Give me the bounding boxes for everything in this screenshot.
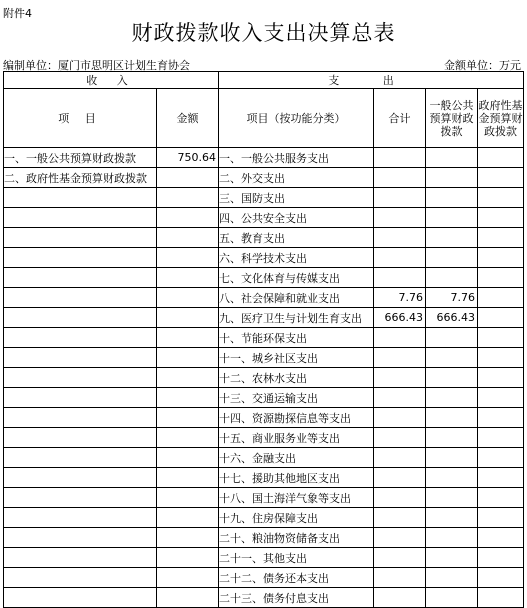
general-budget-cell <box>426 208 478 228</box>
income-section-header: 收 入 <box>4 72 219 89</box>
income-item-cell <box>4 408 157 428</box>
income-item-cell <box>4 528 157 548</box>
total-cell <box>374 268 426 288</box>
table-body <box>4 148 524 608</box>
col-item-header: 项 目 <box>4 89 157 148</box>
gov-fund-cell <box>478 228 524 248</box>
general-budget-cell <box>426 248 478 268</box>
income-amount-cell <box>157 548 219 568</box>
general-budget-cell <box>426 588 478 608</box>
income-item-cell <box>4 348 157 368</box>
total-cell <box>374 528 426 548</box>
general-budget-cell <box>426 268 478 288</box>
income-item-cell <box>4 208 157 228</box>
income-item-cell <box>4 228 157 248</box>
general-budget-cell <box>426 448 478 468</box>
expense-item-cell: 七、文化体育与传媒支出 <box>219 268 374 288</box>
general-budget-cell <box>426 508 478 528</box>
total-cell <box>374 368 426 388</box>
income-amount-cell <box>157 508 219 528</box>
section-header-row <box>4 72 524 89</box>
income-item-cell <box>4 288 157 308</box>
table-row <box>4 328 524 348</box>
expense-item-cell: 十四、资源勘探信息等支出 <box>219 408 374 428</box>
col-amount-header: 金额 <box>157 89 219 148</box>
expense-item-cell: 六、科学技术支出 <box>219 248 374 268</box>
expense-item-cell: 三、国防支出 <box>219 188 374 208</box>
income-item-cell <box>4 268 157 288</box>
income-item-cell: 二、政府性基金预算财政拨款 <box>4 168 157 188</box>
gov-fund-cell <box>478 448 524 468</box>
gov-fund-cell <box>478 468 524 488</box>
table-row <box>4 448 524 468</box>
expense-item-cell: 十六、金融支出 <box>219 448 374 468</box>
expense-item-cell: 二十三、债务付息支出 <box>219 588 374 608</box>
total-cell <box>374 328 426 348</box>
income-amount-cell <box>157 468 219 488</box>
expense-item-cell: 十二、农林水支出 <box>219 368 374 388</box>
table-row <box>4 408 524 428</box>
expense-item-cell: 一、一般公共服务支出 <box>219 148 374 168</box>
income-amount-cell <box>157 348 219 368</box>
total-cell <box>374 468 426 488</box>
income-item-cell <box>4 248 157 268</box>
income-amount-cell <box>157 488 219 508</box>
general-budget-cell: 7.76 <box>426 288 478 308</box>
expense-item-cell: 四、公共安全支出 <box>219 208 374 228</box>
table-row <box>4 508 524 528</box>
expense-section-header: 支 出 <box>219 72 524 89</box>
expense-item-cell: 二十一、其他支出 <box>219 548 374 568</box>
general-budget-cell <box>426 228 478 248</box>
general-budget-cell <box>426 388 478 408</box>
income-amount-cell: 750.64 <box>157 148 219 168</box>
table-row <box>4 468 524 488</box>
income-amount-cell <box>157 588 219 608</box>
table-row <box>4 528 524 548</box>
attachment-label: 附件4 <box>3 7 32 20</box>
expense-item-cell: 二十、粮油物资储备支出 <box>219 528 374 548</box>
expense-item-cell: 二十二、债务还本支出 <box>219 568 374 588</box>
income-item-cell <box>4 588 157 608</box>
table-row <box>4 148 524 168</box>
general-budget-cell <box>426 428 478 448</box>
income-amount-cell <box>157 208 219 228</box>
total-cell <box>374 568 426 588</box>
table-row <box>4 388 524 408</box>
expense-item-cell: 九、医疗卫生与计划生育支出 <box>219 308 374 328</box>
income-amount-cell <box>157 568 219 588</box>
income-item-cell <box>4 468 157 488</box>
expense-item-cell: 十七、援助其他地区支出 <box>219 468 374 488</box>
general-budget-cell <box>426 548 478 568</box>
gov-fund-cell <box>478 368 524 388</box>
expense-item-cell: 十五、商业服务业等支出 <box>219 428 374 448</box>
gov-fund-cell <box>478 548 524 568</box>
general-budget-cell <box>426 408 478 428</box>
income-amount-cell <box>157 368 219 388</box>
income-item-cell <box>4 428 157 448</box>
table-row <box>4 488 524 508</box>
expense-item-cell: 十、节能环保支出 <box>219 328 374 348</box>
budget-table <box>3 71 524 608</box>
gov-fund-cell <box>478 168 524 188</box>
income-item-cell <box>4 568 157 588</box>
gov-fund-cell <box>478 148 524 168</box>
gov-fund-cell <box>478 528 524 548</box>
table-row <box>4 188 524 208</box>
gov-fund-cell <box>478 188 524 208</box>
total-cell <box>374 408 426 428</box>
gov-fund-cell <box>478 428 524 448</box>
expense-item-cell: 十三、交通运输支出 <box>219 388 374 408</box>
income-item-cell <box>4 508 157 528</box>
total-cell <box>374 588 426 608</box>
gov-fund-cell <box>478 288 524 308</box>
income-item-cell <box>4 548 157 568</box>
total-cell <box>374 548 426 568</box>
general-budget-cell <box>426 468 478 488</box>
income-amount-cell <box>157 328 219 348</box>
total-cell <box>374 388 426 408</box>
income-item-cell <box>4 448 157 468</box>
gov-fund-cell <box>478 248 524 268</box>
table-row <box>4 208 524 228</box>
income-amount-cell <box>157 528 219 548</box>
income-item-cell <box>4 368 157 388</box>
table-row <box>4 588 524 608</box>
table-row <box>4 308 524 328</box>
gov-fund-cell <box>478 588 524 608</box>
gov-fund-cell <box>478 308 524 328</box>
total-cell <box>374 248 426 268</box>
gov-fund-cell <box>478 408 524 428</box>
income-item-cell: 一、一般公共预算财政拨款 <box>4 148 157 168</box>
income-item-cell <box>4 308 157 328</box>
total-cell <box>374 448 426 468</box>
column-header-row <box>4 89 524 148</box>
table-row <box>4 248 524 268</box>
general-budget-cell <box>426 368 478 388</box>
expense-item-cell: 十一、城乡社区支出 <box>219 348 374 368</box>
income-item-cell <box>4 388 157 408</box>
total-cell <box>374 168 426 188</box>
general-budget-cell <box>426 328 478 348</box>
general-budget-cell <box>426 528 478 548</box>
income-amount-cell <box>157 248 219 268</box>
gov-fund-cell <box>478 508 524 528</box>
income-item-cell <box>4 188 157 208</box>
table-row <box>4 548 524 568</box>
income-amount-cell <box>157 168 219 188</box>
table-row <box>4 168 524 188</box>
total-cell <box>374 508 426 528</box>
page-title: 财政拨款收入支出决算总表 <box>131 21 396 45</box>
table-row <box>4 288 524 308</box>
col-total-header: 合计 <box>374 89 426 148</box>
income-item-cell <box>4 488 157 508</box>
col-general-budget-header: 一般公共预算财政拨款 <box>426 89 478 148</box>
income-amount-cell <box>157 428 219 448</box>
expense-item-cell: 十九、住房保障支出 <box>219 508 374 528</box>
total-cell: 666.43 <box>374 308 426 328</box>
income-amount-cell <box>157 188 219 208</box>
general-budget-cell <box>426 188 478 208</box>
general-budget-cell <box>426 168 478 188</box>
gov-fund-cell <box>478 388 524 408</box>
income-amount-cell <box>157 288 219 308</box>
expense-item-cell: 八、社会保障和就业支出 <box>219 288 374 308</box>
gov-fund-cell <box>478 208 524 228</box>
income-amount-cell <box>157 448 219 468</box>
expense-item-cell: 十八、国土海洋气象等支出 <box>219 488 374 508</box>
total-cell: 7.76 <box>374 288 426 308</box>
income-amount-cell <box>157 228 219 248</box>
gov-fund-cell <box>478 328 524 348</box>
general-budget-cell <box>426 488 478 508</box>
table-row <box>4 228 524 248</box>
table-row <box>4 348 524 368</box>
general-budget-cell: 666.43 <box>426 308 478 328</box>
general-budget-cell <box>426 348 478 368</box>
total-cell <box>374 228 426 248</box>
table-row <box>4 428 524 448</box>
income-item-cell <box>4 328 157 348</box>
table-row <box>4 568 524 588</box>
table-row <box>4 368 524 388</box>
gov-fund-cell <box>478 568 524 588</box>
amount-unit: 金额单位：万元 <box>444 59 521 72</box>
total-cell <box>374 148 426 168</box>
total-cell <box>374 428 426 448</box>
expense-item-cell: 二、外交支出 <box>219 168 374 188</box>
income-amount-cell <box>157 308 219 328</box>
total-cell <box>374 488 426 508</box>
gov-fund-cell <box>478 348 524 368</box>
total-cell <box>374 348 426 368</box>
gov-fund-cell <box>478 488 524 508</box>
income-amount-cell <box>157 388 219 408</box>
table-row <box>4 268 524 288</box>
gov-fund-cell <box>478 268 524 288</box>
general-budget-cell <box>426 148 478 168</box>
income-amount-cell <box>157 268 219 288</box>
expense-item-cell: 五、教育支出 <box>219 228 374 248</box>
total-cell <box>374 188 426 208</box>
total-cell <box>374 208 426 228</box>
general-budget-cell <box>426 568 478 588</box>
compiling-unit: 编制单位：厦门市思明区计划生育协会 <box>3 59 190 72</box>
col-gov-fund-header: 政府性基金预算财政拨款 <box>478 89 524 148</box>
col-func-item-header: 项目（按功能分类） <box>219 89 374 148</box>
income-amount-cell <box>157 408 219 428</box>
